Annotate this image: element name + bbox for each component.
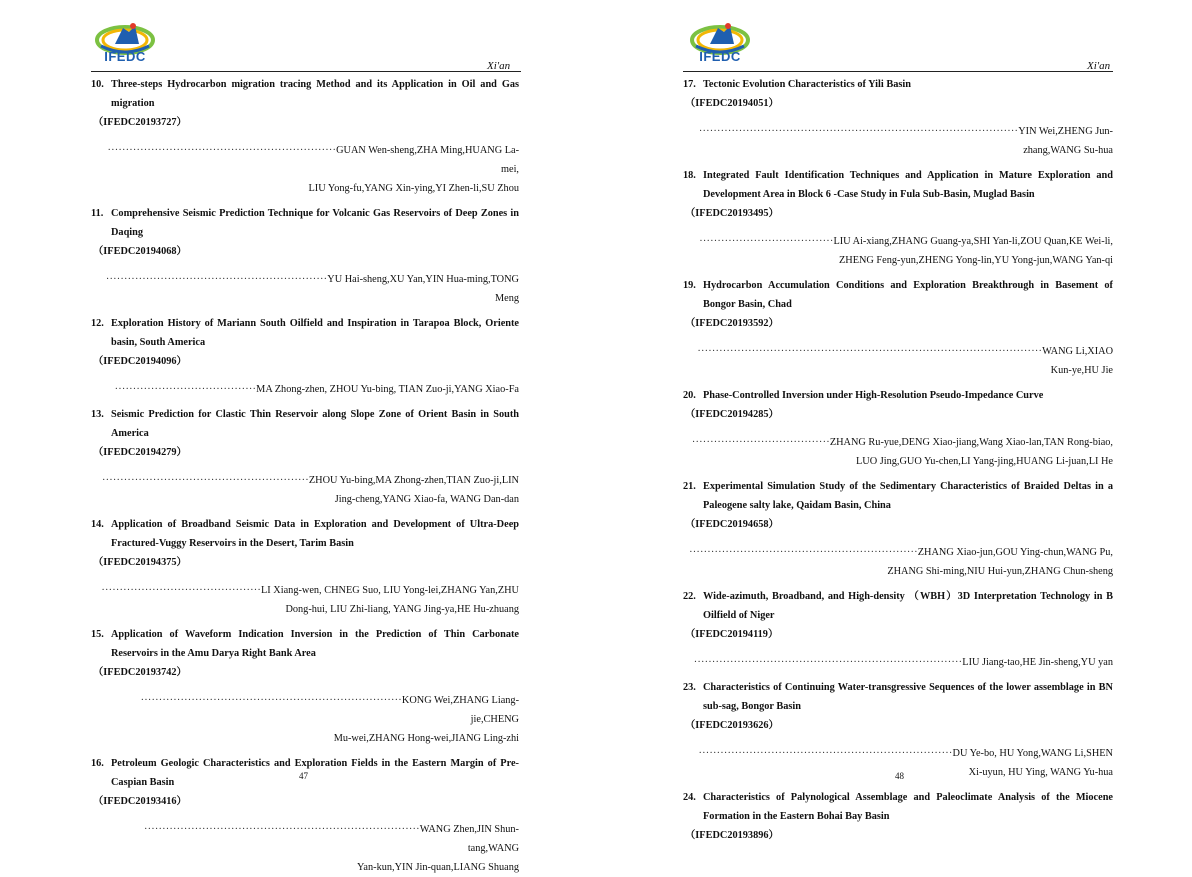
paper-number: 15. xyxy=(91,629,104,640)
paper-entry xyxy=(683,587,1113,672)
paper-number: 12. xyxy=(91,318,104,329)
leader-dots: ························································································ xyxy=(698,126,1019,137)
paper-code: （IFEDC20193742） xyxy=(93,667,187,678)
paper-entry xyxy=(91,625,519,748)
authors-line-1: WANG Li,XIAO Kun-ye,HU Jie xyxy=(1042,346,1113,376)
authors-line-2: Dong-hui, LIU Zhi-liang, YANG Jing-ya,HE Hu-zhuang xyxy=(285,604,519,615)
paper-authors xyxy=(91,270,519,308)
leader-dots: ········································································ xyxy=(140,695,402,706)
paper-code: （IFEDC20193896） xyxy=(685,830,779,841)
paper-authors xyxy=(683,543,1113,562)
paper-entry xyxy=(91,204,519,308)
leader-dots: ························································· xyxy=(102,475,309,486)
paper-number: 16. xyxy=(91,758,104,769)
paper-number: 13. xyxy=(91,409,104,420)
paper-authors xyxy=(91,691,519,729)
paper-number: 24. xyxy=(683,792,696,803)
paper-number: 17. xyxy=(683,79,696,90)
authors-line-1: ZHOU Yu-bing,MA Zhong-zhen,TIAN Zuo-ji,LIN xyxy=(308,475,519,486)
paper-entry xyxy=(683,276,1113,380)
authors-line-2: Xi-uyun, HU Ying, WANG Yu-hua xyxy=(968,767,1113,778)
paper-title: Comprehensive Seismic Prediction Technique for Volcanic Gas Reservoirs of Deep Zones in Daqing xyxy=(111,208,519,238)
paper-code: （IFEDC20193727） xyxy=(93,117,187,128)
paper-authors xyxy=(683,122,1113,160)
entries-list xyxy=(91,75,519,877)
authors-line-2: Mu-wei,ZHANG Hong-wei,JIANG Ling-zhi xyxy=(333,733,519,744)
paper-title: Tectonic Evolution Characteristics of Yili Basin xyxy=(703,79,911,90)
paper-code: （IFEDC20194068） xyxy=(93,246,187,257)
paper-authors xyxy=(683,342,1113,380)
leader-dots: ······························································································· xyxy=(697,346,1043,357)
paper-title: Application of Broadband Seismic Data in Exploration and Development of Ultra-Deep Fractured-Vuggy Reservoirs in the Desert, Tarim Basin xyxy=(111,519,519,549)
authors-line-1: LIU Ai-xiang,ZHANG Guang-ya,SHI Yan-li,ZOU Quan,KE Wei-li, xyxy=(833,236,1113,247)
ifedc-logo xyxy=(688,18,752,68)
paper-authors xyxy=(91,581,519,600)
paper-title-row xyxy=(683,587,1113,625)
paper-authors xyxy=(683,653,1113,672)
paper-title-row xyxy=(683,276,1113,314)
paper-title-row xyxy=(91,314,519,352)
paper-authors xyxy=(91,380,519,399)
authors-line-1: ZHANG Ru-yue,DENG Xiao-jiang,Wang Xiao-lan,TAN Rong-biao, xyxy=(829,437,1113,448)
authors-line-2: LUO Jing,GUO Yu-chen,LI Yang-jing,HUANG Li-juan,LI He xyxy=(856,456,1113,467)
authors-line-2: Jing-cheng,YANG Xiao-fa, WANG Dan-dan xyxy=(334,494,519,505)
ifedc-logo xyxy=(93,18,157,68)
paper-code: （IFEDC20194658） xyxy=(685,519,779,530)
paper-authors xyxy=(683,433,1113,452)
paper-code: （IFEDC20194051） xyxy=(685,98,779,109)
paper-title-row xyxy=(683,788,1113,826)
paper-authors xyxy=(683,232,1113,251)
authors-line-1: KONG Wei,ZHANG Liang-jie,CHENG xyxy=(401,695,519,725)
leader-dots: ····························································· xyxy=(105,274,328,285)
paper-title: Hydrocarbon Accumulation Conditions and Exploration Breakthrough in Basement of Bongor Basin, Chad xyxy=(703,280,1113,310)
paper-number: 18. xyxy=(683,170,696,181)
paper-authors xyxy=(91,141,519,179)
paper-entry xyxy=(683,386,1113,471)
paper-code: （IFEDC20193592） xyxy=(685,318,779,329)
leader-dots: ······································· xyxy=(114,384,257,395)
right-page xyxy=(596,0,1192,842)
leader-dots: ····································· xyxy=(699,236,834,247)
paper-title: Integrated Fault Identification Techniques and Application in Mature Exploration and Development Area in Block 6 -Case Study in Fula Sub-Basin, Muglad Basin xyxy=(703,170,1113,200)
leader-dots: ······································································ xyxy=(698,748,953,759)
paper-entry xyxy=(683,788,1113,845)
authors-line-2: LIU Yong-fu,YANG Xin-ying,YI Zhen-li,SU Zhou xyxy=(308,183,519,194)
paper-number: 14. xyxy=(91,519,104,530)
paper-title: Wide-azimuth, Broadband, and High-density （WBH）3D Interpretation Technology in B Oilfield of Niger xyxy=(703,591,1113,621)
page-number: 47 xyxy=(299,771,308,781)
paper-number: 21. xyxy=(683,481,696,492)
authors-line-1: MA Zhong-zhen, ZHOU Yu-bing, TIAN Zuo-ji,YANG Xiao-Fa xyxy=(256,384,519,395)
authors-line-1: DU Ye-bo, HU Yong,WANG Li,SHEN xyxy=(952,748,1113,759)
paper-number: 23. xyxy=(683,682,696,693)
paper-code: （IFEDC20194096） xyxy=(93,356,187,367)
paper-title: Experimental Simulation Study of the Sedimentary Characteristics of Braided Deltas in a Paleogene salty lake, Qaidam Basin, China xyxy=(703,481,1113,511)
paper-code: （IFEDC20194375） xyxy=(93,557,187,568)
paper-code: （IFEDC20193416） xyxy=(93,796,187,807)
paper-title-row xyxy=(91,204,519,242)
paper-number: 19. xyxy=(683,280,696,291)
logo-text: IFEDC xyxy=(104,49,146,64)
leader-dots: ·········································································· xyxy=(693,657,963,668)
authors-line-1: LIU Jiang-tao,HE Jin-sheng,YU yan xyxy=(962,657,1113,668)
paper-title-row xyxy=(683,166,1113,204)
authors-line-1: LI Xiang-wen, CHNEG Suo, LIU Yong-lei,ZHANG Yan,ZHU xyxy=(261,585,519,596)
header-city: Xi'an xyxy=(487,60,511,72)
page-number: 48 xyxy=(895,771,904,781)
paper-title-row xyxy=(91,625,519,663)
authors-line-1: ZHANG Xiao-jun,GOU Ying-chun,WANG Pu, xyxy=(917,547,1113,558)
authors-line-1: YU Hai-sheng,XU Yan,YIN Hua-ming,TONG Meng xyxy=(327,274,519,304)
paper-entry xyxy=(91,515,519,619)
paper-entry xyxy=(683,477,1113,581)
paper-title: Exploration History of Mariann South Oilfield and Inspiration in Tarapoa Block, Oriente basin, South America xyxy=(111,318,519,348)
paper-entry xyxy=(683,75,1113,160)
header-rule xyxy=(683,71,1113,72)
paper-title: Seismic Prediction for Clastic Thin Reservoir along Slope Zone of Orient Basin in South America xyxy=(111,409,519,439)
paper-entry xyxy=(683,678,1113,782)
authors-line-1: WANG Zhen,JIN Shun-tang,WANG xyxy=(419,824,519,854)
header-rule xyxy=(91,71,521,72)
paper-number: 11. xyxy=(91,208,104,219)
paper-number: 22. xyxy=(683,591,696,602)
leader-dots: ············································································ xyxy=(143,824,420,835)
left-page xyxy=(0,0,596,873)
paper-title-row xyxy=(683,678,1113,716)
paper-entry xyxy=(683,166,1113,270)
authors-line-1: YIN Wei,ZHENG Jun-zhang,WANG Su-hua xyxy=(1018,126,1113,156)
authors-line-2: ZHANG Shi-ming,NIU Hui-yun,ZHANG Chun-sheng xyxy=(887,566,1113,577)
paper-entry xyxy=(91,405,519,509)
paper-entry xyxy=(91,75,519,198)
header-city: Xi'an xyxy=(1087,60,1111,72)
paper-title: Characteristics of Continuing Water-transgressive Sequences of the lower assemblage in BN sub-sag, Bongor Basin xyxy=(703,682,1113,712)
authors-line-1: GUAN Wen-sheng,ZHA Ming,HUANG La-mei, xyxy=(336,145,519,175)
paper-authors xyxy=(683,744,1113,763)
paper-title: Phase-Controlled Inversion under High-Resolution Pseudo-Impedance Curve xyxy=(703,390,1044,401)
paper-title: Application of Waveform Indication Inversion in the Prediction of Thin Carbonate Reservoirs in the Amu Darya Right Bank Area xyxy=(111,629,519,659)
paper-code: （IFEDC20193626） xyxy=(685,720,779,731)
paper-title-row xyxy=(683,477,1113,515)
paper-title-row xyxy=(683,386,1113,405)
paper-title-row xyxy=(91,515,519,553)
paper-code: （IFEDC20194285） xyxy=(685,409,779,420)
leader-dots: ······························································· xyxy=(107,145,337,156)
leader-dots: ······························································· xyxy=(689,547,918,558)
authors-line-2: Yan-kun,YIN Jin-quan,LIANG Shuang xyxy=(357,862,519,873)
entries-list xyxy=(683,75,1113,845)
authors-line-2: ZHENG Feng-yun,ZHENG Yong-lin,YU Yong-jun,WANG Yan-qi xyxy=(838,255,1113,266)
paper-code: （IFEDC20194119） xyxy=(685,629,779,640)
paper-entry xyxy=(91,314,519,399)
paper-title-row xyxy=(683,75,1113,94)
paper-title-row xyxy=(91,405,519,443)
leader-dots: ············································ xyxy=(101,585,262,596)
paper-number: 10. xyxy=(91,79,104,90)
paper-title: Three-steps Hydrocarbon migration tracing Method and its Application in Oil and Gas migration xyxy=(111,79,519,109)
paper-authors xyxy=(91,471,519,490)
leader-dots: ······································ xyxy=(691,437,830,448)
logo-text: IFEDC xyxy=(699,49,741,64)
paper-number: 20. xyxy=(683,390,696,401)
paper-authors xyxy=(91,820,519,858)
paper-title: Characteristics of Palynological Assemblage and Paleoclimate Analysis of the Miocene Formation in the Eastern Bohai Bay Basin xyxy=(703,792,1113,822)
paper-code: （IFEDC20193495） xyxy=(685,208,779,219)
paper-code: （IFEDC20194279） xyxy=(93,447,187,458)
paper-title: Petroleum Geologic Characteristics and Exploration Fields in the Eastern Margin of Pre-Caspian Basin xyxy=(111,758,519,788)
paper-title-row xyxy=(91,75,519,113)
